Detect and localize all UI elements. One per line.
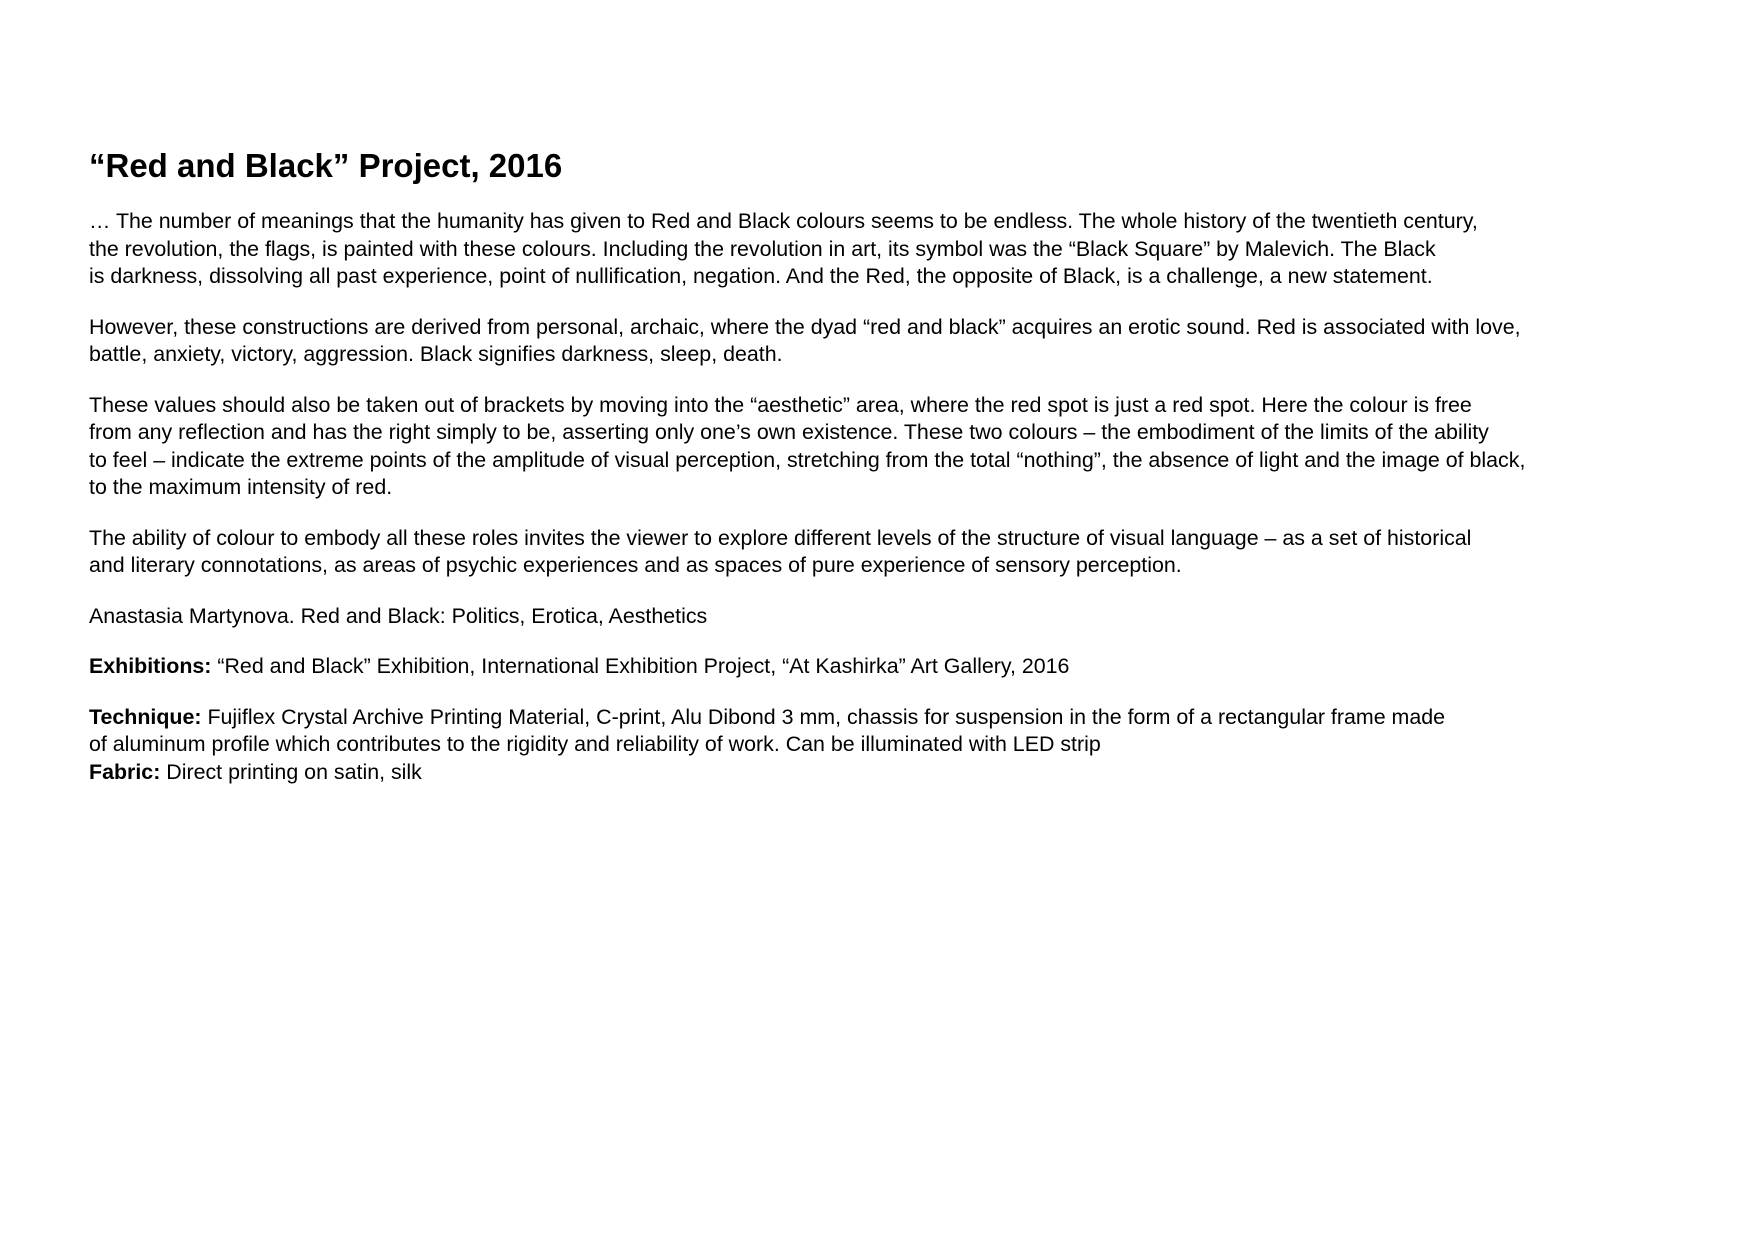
paragraph-1 — [89, 208, 1709, 291]
fabric-text: Direct printing on satin, silk — [160, 759, 422, 784]
document-title: “Red and Black” Project, 2016 — [89, 147, 563, 184]
paragraph-line: the revolution, the flags, is painted with these colours. Including the revolution in art, its symbol was the “Black Square” by Malevich. The Black — [89, 236, 1436, 261]
paragraph-line: The ability of colour to embody all these roles invites the viewer to explore different levels of the structure of visual language – as a set of historical — [89, 525, 1472, 550]
paragraph-line: from any reflection and has the right simply to be, asserting only one’s own existence. These two colours – the embodiment of the limits of the ability — [89, 420, 1489, 444]
attribution-text: Anastasia Martynova. Red and Black: Politics, Erotica, Aesthetics — [89, 603, 708, 628]
exhibitions-line — [89, 653, 1709, 681]
fabric-label: Fabric: — [89, 759, 161, 784]
exhibitions-section — [89, 653, 1709, 681]
paragraph-line: … The number of meanings that the humanity has given to Red and Black colours seems to be endless. The whole history of the twentieth century, — [89, 209, 1478, 233]
paragraph-line: is darkness, dissolving all past experience, point of nullification, negation. And the Red, the opposite of Black, is a challenge, a new statement. — [89, 264, 1433, 288]
paragraph-2 — [89, 314, 1709, 369]
attribution — [89, 603, 1709, 631]
exhibitions-label: Exhibitions: — [89, 654, 212, 678]
exhibitions-text: “Red and Black” Exhibition, International Exhibition Project, “At Kashirka” Art Gallery, 2016 — [211, 654, 1070, 678]
technique-section — [89, 704, 1709, 787]
technique-line — [89, 704, 1709, 732]
paragraph-line: to feel – indicate the extreme points of the amplitude of visual perception, stretching from the total “nothing”, the absence of light and the image of black, — [89, 447, 1526, 472]
paragraph-3 — [89, 392, 1709, 502]
fabric-line — [89, 759, 1709, 787]
technique-label: Technique: — [89, 704, 202, 729]
paragraph-line: and literary connotations, as areas of psychic experiences and as spaces of pure experience of sensory perception. — [89, 553, 1182, 577]
paragraph-4 — [89, 525, 1709, 580]
paragraph-line: to the maximum intensity of red. — [89, 475, 393, 499]
document-page — [89, 146, 1709, 786]
technique-text-1: Fujiflex Crystal Archive Printing Material, C-print, Alu Dibond 3 mm, chassis for suspension in the form of a rectangular frame made — [201, 704, 1446, 729]
technique-text-2: of aluminum profile which contributes to the rigidity and reliability of work. Can be illuminated with LED strip — [89, 732, 1101, 756]
paragraph-line: battle, anxiety, victory, aggression. Black signifies darkness, sleep, death. — [89, 342, 783, 366]
paragraph-line: However, these constructions are derived from personal, archaic, where the dyad “red and black” acquires an erotic sound. Red is associated with love, — [89, 314, 1521, 339]
paragraph-line: These values should also be taken out of brackets by moving into the “aesthetic” area, where the red spot is just a red spot. Here the colour is free — [89, 392, 1472, 417]
